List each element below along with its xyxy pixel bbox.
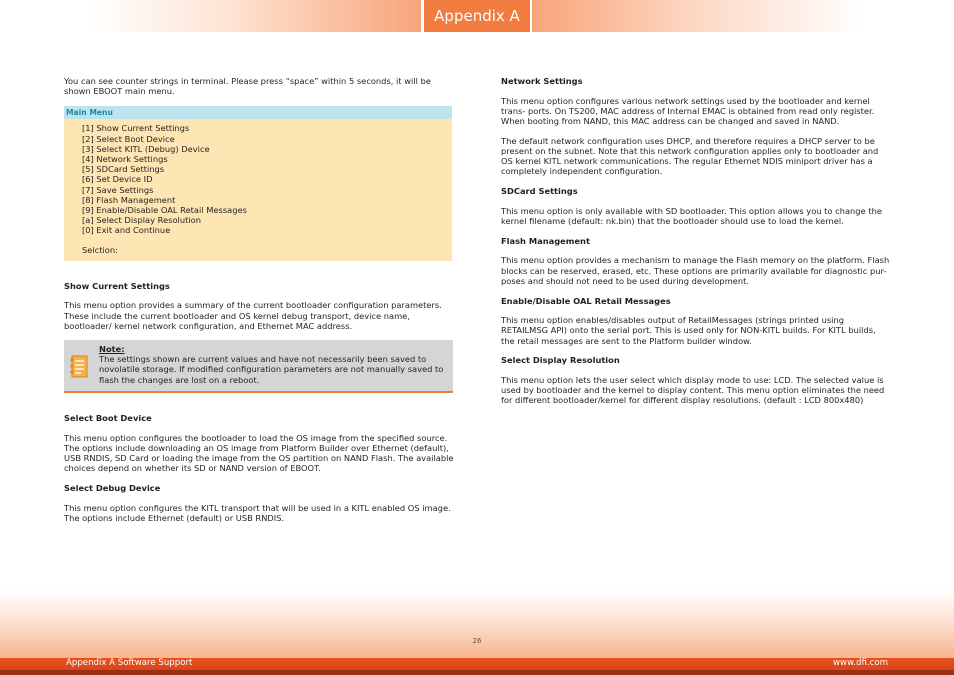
left-column — [64, 76, 456, 523]
header-gradient-left — [0, 0, 421, 32]
header-gradient-right — [532, 0, 862, 32]
footer-section-title: Appendix A Software Support — [66, 658, 193, 668]
main-menu-title: Main Menu — [64, 106, 452, 119]
heading-oal-retail-messages: Enable/Disable OAL Retail Messages — [501, 295, 671, 306]
menu-item: [7] Save Settings — [82, 184, 154, 195]
menu-item: [1] Show Current Settings — [82, 123, 190, 134]
right-column — [501, 76, 891, 406]
note-text — [99, 344, 447, 385]
page-number: 26 — [472, 637, 482, 645]
main-menu-list — [64, 119, 452, 260]
menu-item: [5] SDCard Settings — [82, 164, 165, 175]
footer-website-link[interactable]: www.dfi.com — [833, 658, 888, 668]
body-oal-retail-messages: This menu option enables/disables output of RetailMessages (strings printed using RETAILMSG API) onto the serial port. This is used only for NON-KITL builds. For KITL builds, the retail messages are sent to the Platform builder window. — [501, 315, 876, 346]
note-body: The settings shown are current values and have not necessarily been saved to novolatile storage. If modified configuration parameters are not manually saved to flash the changes are lost on a reboot. — [99, 354, 444, 385]
note-icon — [68, 354, 90, 379]
heading-sdcard-settings: SDCard Settings — [501, 186, 578, 197]
body-network-settings-1: This menu option configures various network settings used by the bootloader and kernel trans- ports. On TS200, MAC address of Internal EMAC is obtained from read only register. When booting from NAND, this MAC address can be changed and saved in NAND. — [501, 95, 875, 127]
heading-select-display-resolution: Select Display Resolution — [501, 355, 620, 366]
body-sdcard-settings: This menu option is only available with SD bootloader. This option allows you to change the kernel filename (default: nk.bin) that the bootloader should use to load the kernel. — [501, 205, 882, 227]
footer-bottom-line — [0, 670, 954, 675]
heading-flash-management: Flash Management — [501, 235, 590, 246]
intro-text: You can see counter strings in terminal. Please press “space” within 5 seconds, it will be shown EBOOT main menu. — [64, 76, 431, 97]
heading-show-current-settings: Show Current Settings — [64, 280, 170, 291]
note-title: Note: — [99, 343, 125, 354]
menu-item: [9] Enable/Disable OAL Retail Messages — [82, 204, 247, 215]
menu-item: [a] Select Display Resolution — [82, 215, 202, 226]
note-box — [64, 340, 453, 393]
body-select-display-resolution: This menu option lets the user select which display mode to use: LCD. The selected value is used by bootloader and the kernel to display content. This menu option eliminates the need for different bootloader/kernel for different display resolutions. (default : LCD 800x480) — [501, 375, 885, 406]
header-tab-title: Appendix A — [424, 0, 530, 32]
menu-item: [3] Select KITL (Debug) Device — [82, 143, 210, 154]
body-select-debug-device: This menu option configures the KITL transport that will be used in a KITL enabled OS image. The options include Ethernet (default) or USB RNDIS. — [64, 502, 451, 523]
main-menu-box — [64, 106, 452, 260]
menu-selection-prompt: Selction: — [82, 245, 118, 256]
menu-item: [4] Network Settings — [82, 153, 168, 164]
heading-network-settings: Network Settings — [501, 76, 583, 86]
body-show-current-settings: This menu option provides a summary of the current bootloader configuration parameters. These include the current bootloader and OS kernel debug transport, device name, bootloader/ kernel network configuration, and Ethernet MAC address. — [64, 300, 442, 331]
menu-item: [6] Set Device ID — [82, 174, 153, 185]
menu-item: [2] Select Boot Device — [82, 133, 175, 144]
heading-select-boot-device: Select Boot Device — [64, 412, 152, 423]
body-select-boot-device: This menu option configures the bootloader to load the OS image from the specified source. The options include downloading an OS image from Platform Builder over Ethernet (default), USB RNDIS, SD Card or loading the image from the OS partition on NAND Flash. The available choices depend on whether its SD or NAND version of EBOOT. — [64, 432, 454, 474]
menu-item: [8] Flash Management — [82, 194, 176, 205]
footer-gradient — [0, 590, 954, 658]
menu-item: [0] Exit and Continue — [82, 225, 171, 236]
body-network-settings-2: The default network configuration uses DHCP, and therefore requires a DHCP server to be present on the subnet. Note that this network configuration applies only to bootloader and OS kernel KITL network communications. The regular Ethernet NDIS miniport driver has a completely independent configuration. — [501, 135, 879, 177]
heading-select-debug-device: Select Debug Device — [64, 482, 161, 493]
body-flash-management: This menu option provides a mechanism to manage the Flash memory on the platform. Flash blocks can be reserved, erased, etc. These options are primarily available for diagnostic pur- poses and should not need to be used during development. — [501, 255, 890, 286]
